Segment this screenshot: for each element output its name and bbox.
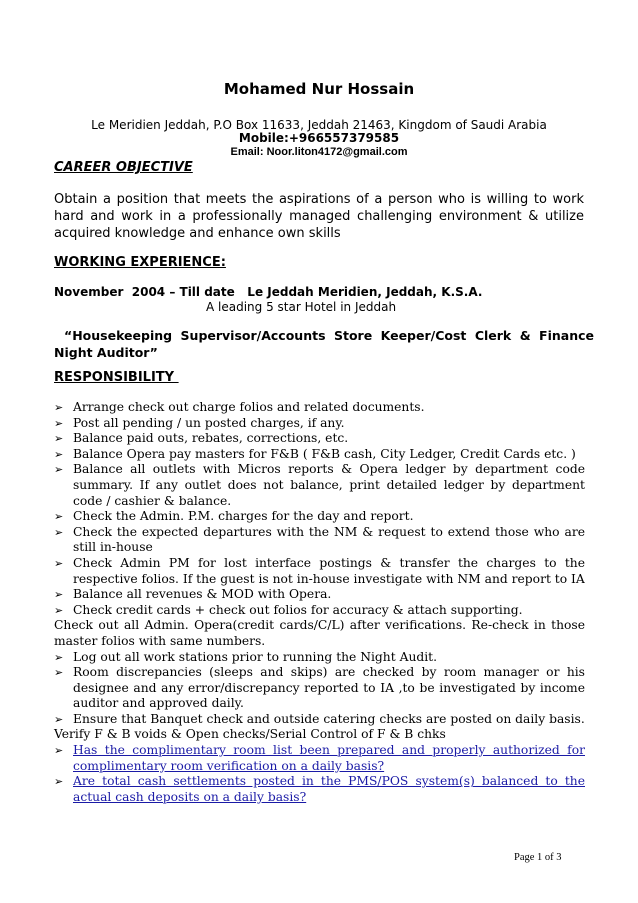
arrow-bullet-icon: ➢ [54,510,64,524]
working-experience-heading: WORKING EXPERIENCE: [54,255,226,270]
list-item: ➢ Log out all work stations prior to running the Night Audit. [54,649,438,664]
list-item: ➢ Balance all revenues & MOD with Opera. [54,587,332,602]
list-item: ➢ Arrange check out charge folios and related documents. [54,400,425,414]
list-item: ➢ Balance paid outs, rebates, corrections, etc. [54,431,349,446]
address-line: Le Meridien Jeddah, P.O Box 11633, Jeddah 21463, Kingdom of Saudi Arabia [91,118,547,132]
arrow-bullet-icon: ➢ [54,744,64,758]
list-item: ➢ Check credit cards + check out folios for accuracy & attach supporting. [54,602,523,617]
list-item: ➢ Check the expected departures with the NM & request to extend those who are still in-house [54,524,585,555]
list-item: ➢ Ensure that Banquet check and outside catering checks are posted on daily basis. [54,711,585,726]
list-item [54,743,585,774]
arrow-bullet-icon: ➢ [54,775,64,789]
list-item: ➢ Room discrepancies (sleeps and skips) are checked by room manager or his designee and any error/discrepancy reported to IA ,to be investigated by income auditor and approved daily. [54,665,585,711]
job-title: “Housekeeping Supervisor/Accounts Store Keeper/Cost Clerk & Finance Night Auditor” [54,328,594,360]
responsibility-heading: RESPONSIBILITY [54,370,179,385]
paragraph-line: Verify F & B voids & Open checks/Serial Control of F & B chks [54,727,446,742]
list-item: ➢ Check Admin PM for lost interface postings & transfer the charges to the respective folios. If the guest is not in-house investigate with NM and report to IA [54,555,585,586]
arrow-bullet-icon: ➢ [54,556,64,570]
career-objective-heading: CAREER OBJECTIVE [54,160,193,175]
responsibility-list [54,400,585,805]
list-item: ➢ Post all pending / un posted charges, if any. [54,415,345,430]
arrow-bullet-icon: ➢ [54,463,64,477]
list-item: ➢ Check the Admin. P.M. charges for the day and report. [54,509,414,524]
paragraph-line: Check out all Admin. Opera(credit cards/C/L) after verifications. Re-check in those master folios with same numbers. [54,618,585,648]
hotel-description: A leading 5 star Hotel in Jeddah [206,300,397,314]
arrow-bullet-icon: ➢ [54,603,64,617]
hyperlink-text[interactable]: Are total cash settlements posted in the PMS/POS system(s) balanced to the actual cash deposits on a daily basis? [73,774,585,804]
email-line: Email: Noor.liton4172@gmail.com [230,146,408,158]
hyperlink-text[interactable]: Has the complimentary room list been prepared and properly authorized for complimentary room verification on a daily basis? [73,743,585,773]
arrow-bullet-icon: ➢ [54,588,64,602]
arrow-bullet-icon: ➢ [54,525,64,539]
arrow-bullet-icon: ➢ [54,401,64,414]
list-item: ➢ Balance Opera pay masters for F&B ( F&B cash, City Ledger, Credit Cards etc. ) [54,446,576,461]
arrow-bullet-icon: ➢ [54,416,64,430]
arrow-bullet-icon: ➢ [54,432,64,446]
list-item: ➢ Balance all outlets with Micros reports & Opera ledger by department code summary. If any outlet does not balance, print detailed ledger by department code / cashier & balance. [54,462,585,508]
arrow-bullet-icon: ➢ [54,650,64,664]
page-number: Page 1 of 3 [514,852,562,863]
career-objective-text: Obtain a position that meets the aspirations of a person who is willing to work hard and work in a professionally managed challenging environment & utilize acquired knowledge and enhance own skills [54,192,584,241]
arrow-bullet-icon: ➢ [54,712,64,726]
arrow-bullet-icon: ➢ [54,447,64,461]
list-item [54,774,585,805]
job-period-line: November 2004 – Till date Le Jeddah Meridien, Jeddah, K.S.A. [54,285,483,299]
candidate-name: Mohamed Nur Hossain [223,80,415,98]
mobile-line: Mobile:+966557379585 [238,131,400,145]
arrow-bullet-icon: ➢ [54,666,64,680]
